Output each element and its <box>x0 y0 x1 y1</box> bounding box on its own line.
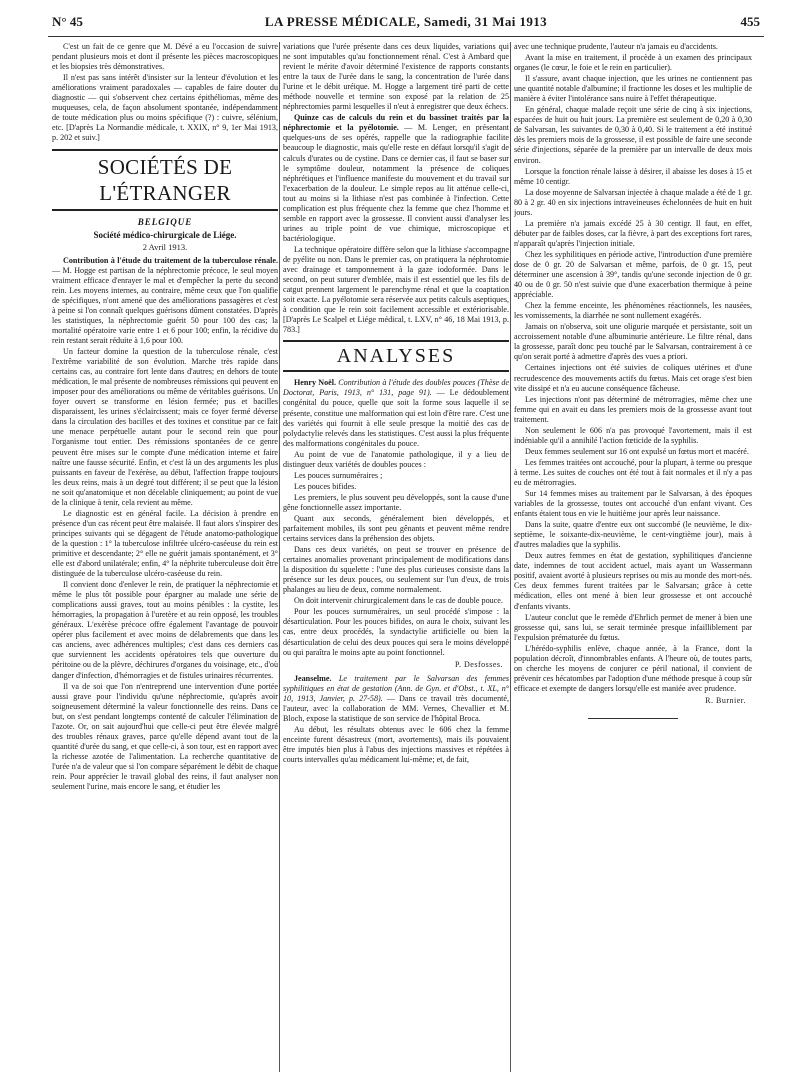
paragraph: Deux femmes seulement sur 16 ont expulsé un fœtus mort et macéré. <box>525 446 749 456</box>
column-divider <box>279 42 280 1072</box>
issue-number: N° 45 <box>52 14 83 29</box>
paragraph: Il s'assure, avant chaque injection, que les urines ne contiennent pas une quantité notable d'albumine; il fractionne les doses et les multiplie de manière à éviter l'intolérance sans nuire à l'effet thérapeutique. <box>514 74 752 104</box>
review-signature: R. Burnier. <box>705 695 746 705</box>
society-heading: Société médico-chirurgicale de Liége. <box>93 229 237 240</box>
paragraph: Lorsque la fonction rénale laisse à désirer, il abaisse les doses à 15 et même 10 centigr. <box>514 166 752 186</box>
paragraph: La première n'a jamais excédé 25 à 30 centigr. Il faut, en effet, débuter par de faibles doses, car la fièvre, à part des exceptions fort rares, n'apparaît qu'après l'injection initiale. <box>514 218 752 248</box>
paragraph: En général, chaque malade reçoit une série de cinq à six injections, espacées de huit ou huit jours. La première est seulement de 0,20 à 0,30 de Salvarsan, les suivantes de 0,30 à 0,40. Si le traitement a été institué dès les premiers mois de la grossesse, il est possible de faire une seconde série d'injections, séparée de la première par un intervalle de deux mois environ. <box>514 105 752 165</box>
review-text: — Dans ce travail très documenté, l'auteur, avec la collaboration de MM. Vernes, Chevallier et M. Bloch, expose la statistique de son service de l'hôpital Broca. <box>283 693 509 723</box>
paragraph: C'est un fait de ce genre que M. Dévé a eu l'occasion de suivre pendant plusieurs mois et dont il présente les pièces macroscopiques et les biopsies très démonstratives. <box>52 42 278 72</box>
page-header <box>52 14 760 30</box>
paragraph: Un facteur domine la question de la tuberculose rénale, c'est l'extrême variabilité de son évolution. Marche très rapide dans certains cas, au contraire fort lente dans d'autres; en dehors de toute médication, le mal présente de nombreuses rémissions qui peuvent en imposer pour des améliorations ou même de véritables guérisons. Un foyer ouvert se transforme en lésion fermée; pus et bacilles disparaissent, les urines s'éclaircissent; mais ce foyer fermé déverse dans la circulation des bacilles et des toxines et constitue par ce fait une menace perpétuelle autant pour le second rein que pour l'organisme tout entier. Des rémissions spontanées de ce genre peuvent être mises sur le compte d'une médication interne et faire naître une fausse sécurité. Enfin, et c'est là un des arguments les plus puissants en faveur de l'exérèse, au début, l'affection frappe toujours les deux reins, mais à un degré tout différent; il se peut que la lésion ne soit qu'anatomique et non décelable cliniquement; au point de vue de la clinique à tenir, cela revient au même. <box>52 347 278 507</box>
paragraph: L'auteur conclut que le remède d'Ehrlich permet de mener à bien une grossesse qui, sans lui, se serait terminée presque infailliblement par l'expulsion prématurée du fœtus. <box>514 612 752 642</box>
paragraph: Deux autres femmes en état de gestation, syphilitiques d'ancienne date, indemnes de tout accident actuel, mais ayant un Wassermann positif, avaient avorté à plusieurs reprises ou mis au monde des mort-nés. Ces deux femmes furent traitées par le Salvarsan; grâce à cette médication, elles ont mené à bien leur grossesse et ont accouché d'enfants vivants. <box>514 551 752 611</box>
paragraph: avec une technique prudente, l'auteur n'a jamais eu d'accidents. <box>514 42 718 51</box>
paragraph: On doit intervenir chirurgicalement dans le cas de double pouce. <box>294 596 503 606</box>
article-text: — M. Hogge est partisan de la néphrectomie précoce, le seul moyen vraiment efficace d'enrayer le mal et d'empêcher la perte du second rein. Les moyens internes, au contraire, même ceux que l'on qualifie de spécifiques, n'ont amené que des améliorations passagères et c'est à peine si l'on connaît quelques guérisons dûment constatées. D'après les statistiques, la néphrectomie guérit 50 pour 100 des cas; la mortalité opératoire varie entre 1 et 6 pour 100; enfin, la récidive du rein restant serait réduite à 1,6 pour 100. <box>52 265 278 345</box>
header-rule <box>48 36 764 37</box>
paragraph <box>283 674 509 724</box>
list-item: Les pouces surnuméraires ; <box>294 470 383 480</box>
session-date: 2 Avril 1913. <box>142 241 188 252</box>
paragraph: Pour les pouces surnuméraires, un seul procédé s'impose : la désarticulation. Pour les pouces bifides, on aura le choix, suivant les cas, entre deux procédés, la syndactylie artificielle ou bien la désarticulation de celui des deux pouces qui sera le moins développé ou qui paraîtra le moins apte au point fonctionnel. <box>283 607 509 657</box>
review-author: Jeanselme. <box>294 673 332 683</box>
paragraph: Au début, les résultats obtenus avec le 606 chez la femme enceinte furent désastreux (mort, avortements), mais ils pouvaient être imputés bien plus à l'abus des injections massives et répétées à courts intervalles qu'au médicament lui-même; et, de fait, <box>283 724 509 765</box>
paragraph: Sur 14 femmes mises au traitement par le Salvarsan, à des époques variables de la grossesse, toutes ont accouché d'un enfant vivant. Ces enfants étaient tous en vie le huitième jour après leur naissance. <box>514 489 752 519</box>
review-title: Le traitement par le Salvarsan des femmes syphilitiques en état de gestation (Ann. de Gyn. et d'Obst., t. XL, n° 10, 1913, Janvier, p. 27-58). <box>283 673 509 703</box>
article-title: Contribution à l'étude du traitement de la tuberculose rénale. <box>63 255 278 265</box>
end-rule <box>588 718 678 719</box>
paragraph: La technique opératoire diffère selon que la lithiase s'accompagne de pyélite ou non. Dans le premier cas, on pratiquera la néphrotomie avec drainage et tamponnement à la gaze iodoformée. Dans le second, on peut suturer d'emblée, mais il est essentiel que les fils de catgut prennent largement le parenchyme rénal et que la coaptation soit exacte. La pyélotomie sera réservée aux petits calculs aseptiques, à condition que le rein soit facilement accessible et extériorisable. [D'après Le Scalpel et Liége médical, t. LXV, n° 46, 18 Mai 1913, p. 783.] <box>283 244 509 335</box>
paragraph: Quant aux seconds, généralement bien développés, et parfaitement mobiles, ils sont peu gênants et peuvent même rendre certains services dans la préhension des objets. <box>283 513 509 544</box>
paragraph: Au point de vue de l'anatomie pathologique, il y a lieu de distinguer deux variétés de doubles pouces : <box>283 449 509 469</box>
list-item: Les pouces bifides. <box>294 481 357 491</box>
page-number: 455 <box>740 14 760 29</box>
paragraph <box>52 256 278 346</box>
column-left <box>52 42 278 1072</box>
paragraph <box>283 113 509 244</box>
paragraph: Avant la mise en traitement, il procède à un examen des principaux organes (le cœur, le foie et le rein en particulier). <box>514 53 752 73</box>
article-title: Quinze cas de calculs du rein et du bassinet traités par la néphrectomie et la pyélotomie. <box>283 113 509 133</box>
paragraph: L'hérédo-syphilis enlève, chaque année, à la France, dont la population décroît, d'innombrables enfants. A l'heure où, de toutes parts, on cherche les moyens de conjurer ce péril national, il convient de prévenir ces hécatombes par l'adoption d'une méthode presque à coup sûr efficace et exempte de dangers lorsqu'elle est maniée avec prudence. <box>514 643 752 693</box>
paragraph: Chez les syphilitiques en période active, l'introduction d'une première dose de 0 gr. 20 de Salvarsan et même, parfois, de 0 gr. 15, peut déterminer une ascension à 39°, tandis qu'une seconde injection de 0 gr. 40 ou de 0 gr. 50 n'est suivie que d'une exacerbation thermique à peine appréciable. <box>514 249 752 300</box>
paragraph: Certaines injections ont été suivies de coliques utérines et d'une recrudescence des mouvements actifs du fœtus. Mais cet orage s'est bien vite dissipé et n'a eu aucune conséquence fâcheuse. <box>514 363 752 393</box>
paragraph: Il va de soi que l'on n'entreprend une intervention d'une portée aussi grave pour l'individu qu'une néphrectomie, qu'après avoir soigneusement déterminé la valeur fonctionnelle des reins. Dans ce but, on s'est pendant longtemps contenté de calculer l'élimination de l'azote. Or, on sait aujourd'hui que celle-ci peut être élevée malgré des troubles rénaux graves, parce qu'elle dépend avant tout de la quantité d'urée du sang, et que celle-ci, à son tour, est en rapport avec la richesse azotée de l'alimentation. La recherche quantitative de l'urée n'a de valeur que si l'on compare séparément le débit de chaque rein. Pour apprécier le travail global des reins, il faut analyser non seulement l'urine, mais encore le sang, et étudier les <box>52 681 278 792</box>
paragraph: variations que l'urée présente dans ces deux liquides, variations qui ne sont imputables qu'au fonctionnement rénal. C'est à Ambard que revient le mérite d'avoir déterminé l'existence de rapports constants entre la taux de l'urée dans le sang, la concentration de l'urée dans l'urine et le débit uréique. M. Hogge a largement tiré parti de cette méthode nouvelle et termine son exposé par la relation de 25 néphrectomies parmi lesquelles il n'eut à enregistrer que deux échecs. <box>283 42 509 112</box>
paragraph: Les injections n'ont pas déterminé de métrorragies, même chez une femme qui en avait eu dans les premiers mois de la grossesse avant tout traitement. <box>514 394 752 424</box>
review-text: — Le dédoublement congénital du pouce, quelle que soit la forme sous laquelle il se présente, constitue une malformation qui est loin d'être rare. C'est une des variétés qui fournit à elle seule presque la moitié des cas de polydactylie relevés dans les statistiques. C'est aussi la plus fréquente des malformations congénitales du pouce. <box>283 388 509 448</box>
paragraph: Il n'est pas sans intérêt d'insister sur la lenteur d'évolution et les améliorations vraiment paradoxales — capables de faire douter du diagnostic — qui s'observent chez certains épithéliomas, même des muqueuses, cela, de façon absolument spontanée, indépendamment de toute médication plus ou moins spécifique (?) : cuivre, sélénium, etc. [D'après La Normandie médicale, t. XXIX, n° 9, 1er Mai 1913, p. 202 et suiv.] <box>52 73 278 143</box>
column-middle <box>283 42 509 1072</box>
country-heading: BELGIQUE <box>137 217 193 228</box>
paragraph <box>283 378 509 448</box>
review-author: Henry Noël. <box>294 378 337 388</box>
paragraph: Chez la femme enceinte, les phénomènes réactionnels, les nausées, les vomissements, la diarrhée ne sont nullement exagérés. <box>514 301 752 321</box>
article-text: — M. Lenger, en présentant quelques-uns de ses opérés, rappelle que la radiographie facilite beaucoup le diagnostic, mais qu'elle reste en défaut lorsqu'il s'agit de calculs d'urates ou de cystine. Dans ce dernier cas, il faut se baser sur le symptôme douleur, notamment la présence de coliques néphrétiques et l'influence manifeste du mouvement et du travail sur l'exacerbation de la douleur. Le simple repos au lit atténue celle-ci, tout au moins si la lithiase n'est pas combinée à l'infection. Cette complication est plus fréquente chez la femme que chez l'homme et semble en rapport avec la grossesse. Il convient aussi d'analyser les urines au triple point de vue chimique, microscopique et bactériologique. <box>283 123 509 243</box>
journal-title: LA PRESSE MÉDICALE, Samedi, 31 Mai 1913 <box>264 14 548 29</box>
review-title: Contribution à l'étude des doubles pouces (Thèse de Doctorat, Paris, 1913, n° 131, page 91). <box>283 378 509 398</box>
paragraph: Non seulement le 606 n'a pas provoqué l'avortement, mais il est indéniable qu'il a annihilé l'action fœticide de la syphilis. <box>514 425 752 445</box>
section-title: SOCIÉTÉS DE L'ÉTRANGER <box>52 149 278 211</box>
paragraph: Le diagnostic est en général facile. La décision à prendre en présence d'un cas récent peut être malaisée. Il faut alors s'inspirer des principes suivants qui se dégagent de l'étude anatomo-pathologique de la question : 1° la tuberculose infiltrée ulcéro-caséeuse du rein est primitive et descendante; 2° elle ne guérit jamais spontanément, et 3° elle est d'abord unilatérale; enfin, 4° la néphrite tuberculeuse doit être distinguée de la tuberculose ulcéro-caséeuse du rein. <box>52 508 278 579</box>
paragraph: Il convient donc d'enlever le rein, de pratiquer la néphrectomie et même le plus tôt possible pour épargner au malade une série de complications aussi graves, tout au moins pénibles : la cystite, les hémorragies, la propagation à l'uretère et au rein opposé, les troubles généraux. L'exérèse précoce offre également l'avantage de pouvoir opérer plus facilement et avec moins de délabrements que dans les cas anciens, avec adhérences multiples; c'est dans ces derniers cas que surviennent les accidents opératoires tels que ouverture du péritoine ou de la plèvre, déchirures d'organes du voisinage, etc., d'où danger d'infection, d'hémorragies et de fistules urinaires récurrentes. <box>52 580 278 680</box>
analyses-heading: ANALYSES <box>283 340 509 372</box>
column-divider <box>510 42 511 1072</box>
column-right <box>514 42 752 1072</box>
paragraph: Les premiers, le plus souvent peu développés, sont la cause d'une gêne fonctionnelle assez importante. <box>283 492 509 512</box>
paragraph: Dans la suite, quatre d'entre eux ont succombé (le neuvième, le dix-septième, le soixante-dix-neuvième, le cent-vingtième jour), mais à d'autres maladies que la syphilis. <box>514 520 752 550</box>
paragraph: Dans ces deux variétés, on peut se trouver en présence de certaines anomalies provenant principalement de modifications dans la disposition du squelette : l'une des plus curieuses consiste dans la présence sur les deux pouces, ou seulement sur l'un d'eux, de trois phalanges au lieu de deux, comme normalement. <box>283 545 509 595</box>
paragraph: Les femmes traitées ont accouché, pour la plupart, à terme ou presque à terme. Les suites de couches ont été tout à fait normales et il n'y a pas eu de métrorragies. <box>514 457 752 487</box>
paragraph: La dose moyenne de Salvarsan injectée à chaque malade a été de 1 gr. 80 à 2 gr. 40 en six injections intraveineuses échelonnées de huit en huit jours. <box>514 187 752 217</box>
review-signature: P. Desfosses. <box>454 659 503 669</box>
paragraph: Jamais on n'observa, soit une oligurie marquée et persistante, soit un accroissement notable d'une albuminurie antérieure. Le filtre rénal, dans la grossesse, paraît donc peu touché par le Salvarsan, contrairement à ce qu'on serait porté à admettre d'après des vues a priori. <box>514 322 752 362</box>
